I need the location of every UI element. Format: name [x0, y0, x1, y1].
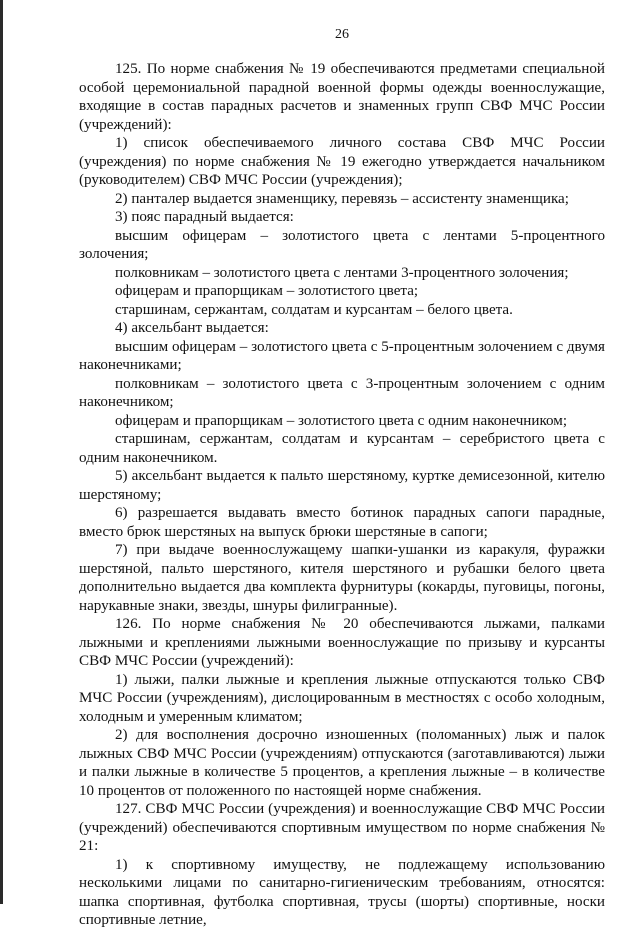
paragraph-125-item-2: 2) панталер выдается знаменщику, перевязь – ассистенту знаменщика; [115, 190, 569, 207]
paragraph-125-item-3-officers: офицерам и прапорщикам – золотистого цвета; [115, 283, 419, 299]
paragraph-125-item-3: 3) пояс парадный выдается: [115, 209, 294, 225]
page-number: 26 [335, 27, 349, 42]
paragraph-125-item-3-colonels: полковникам – золотистого цвета с лентами 3-процентного золочения; [115, 264, 569, 281]
paragraph-125-item-4-colonels: полковникам – золотистого цвета с 3-процентным золочением с одним наконечником; [79, 375, 605, 410]
paragraph-125-item-5: 5) аксельбант выдается к пальто шерстяному, куртке демисезонной, кителю шерстяному; [79, 468, 605, 503]
scan-left-edge [0, 0, 3, 904]
paragraph-125-item-4-senior-officers: высшим офицерам – золотистого цвета с 5-процентным золочением с двумя наконечниками; [79, 338, 605, 373]
paragraph-126-item-1: 1) лыжи, палки лыжные и крепления лыжные отпускаются только СВФ МЧС России (учреждениям), дислоцированным в местностях с особо холодным, холодным и умеренным климатом; [79, 671, 605, 725]
paragraph-127-intro: 127. СВФ МЧС России (учреждения) и военнослужащие СВФ МЧС России (учреждений) обеспечиваются спортивным имуществом по норме снабжения № 21: [79, 801, 605, 854]
document-body [79, 60, 605, 930]
paragraph-125-item-3-senior-officers: высшим офицерам – золотистого цвета с лентами 5-процентного золочения; [79, 227, 605, 262]
paragraph-125-item-1: 1) список обеспечиваемого личного состава СВФ МЧС России (учреждения) по норме снабжения № 19 ежегодно утверждается начальником (руководителем) СВФ МЧС России (учреждения); [79, 135, 605, 188]
paragraph-126-intro: 126. По норме снабжения № 20 обеспечиваются лыжами, палками лыжными и креплениями лыжными военнослужащие по призыву и курсанты СВФ МЧС России (учреждений): [79, 616, 605, 669]
paragraph-126-item-2: 2) для восполнения досрочно изношенных (поломанных) лыж и палок лыжных СВФ МЧС России (учреждениям) отпускаются (заготавливаются) лыжи и палки лыжные в количестве 5 процентов, а крепления лыжные – в количестве 10 процентов от положенного по настоящей норме снабжения. [79, 727, 605, 799]
paragraph-127-item-1: 1) к спортивному имуществу, не подлежащему использованию несколькими лицами по санитарно-гигиеническим требованиям, относятся: шапка спортивная, футболка спортивная, трусы (шорты) спортивные, носки спортивные летние, [79, 856, 605, 928]
paragraph-125-item-4-officers: офицерам и прапорщикам – золотистого цвета с одним наконечником; [115, 412, 568, 429]
paragraph-125-item-4: 4) аксельбант выдается: [115, 320, 269, 336]
paragraph-125-intro: 125. По норме снабжения № 19 обеспечиваются предметами специальной особой церемониальной парадной военной формы одежды военнослужащие, входящие в состав парадных расчетов и знаменных групп СВФ МЧС России (учреждений): [79, 61, 605, 133]
paragraph-125-item-4-sergeants: старшинам, сержантам, солдатам и курсантам – серебристого цвета с одним наконечником. [79, 431, 605, 466]
paragraph-125-item-6: 6) разрешается выдавать вместо ботинок парадных сапоги парадные, вместо брюк шерстяных на выпуск брюки шерстяные в сапоги; [79, 505, 605, 540]
paragraph-125-item-3-sergeants: старшинам, сержантам, солдатам и курсантам – белого цвета. [115, 301, 513, 318]
paragraph-125-item-7: 7) при выдаче военнослужащему шапки-ушанки из каракуля, фуражки шерстяной, пальто шерстяного, кителя шерстяного и рубашки белого цвета дополнительно выдается два комплекта фурнитуры (кокарды, пуговицы, погоны, нарукавные знаки, звезды, шнуры филигранные). [79, 542, 605, 614]
